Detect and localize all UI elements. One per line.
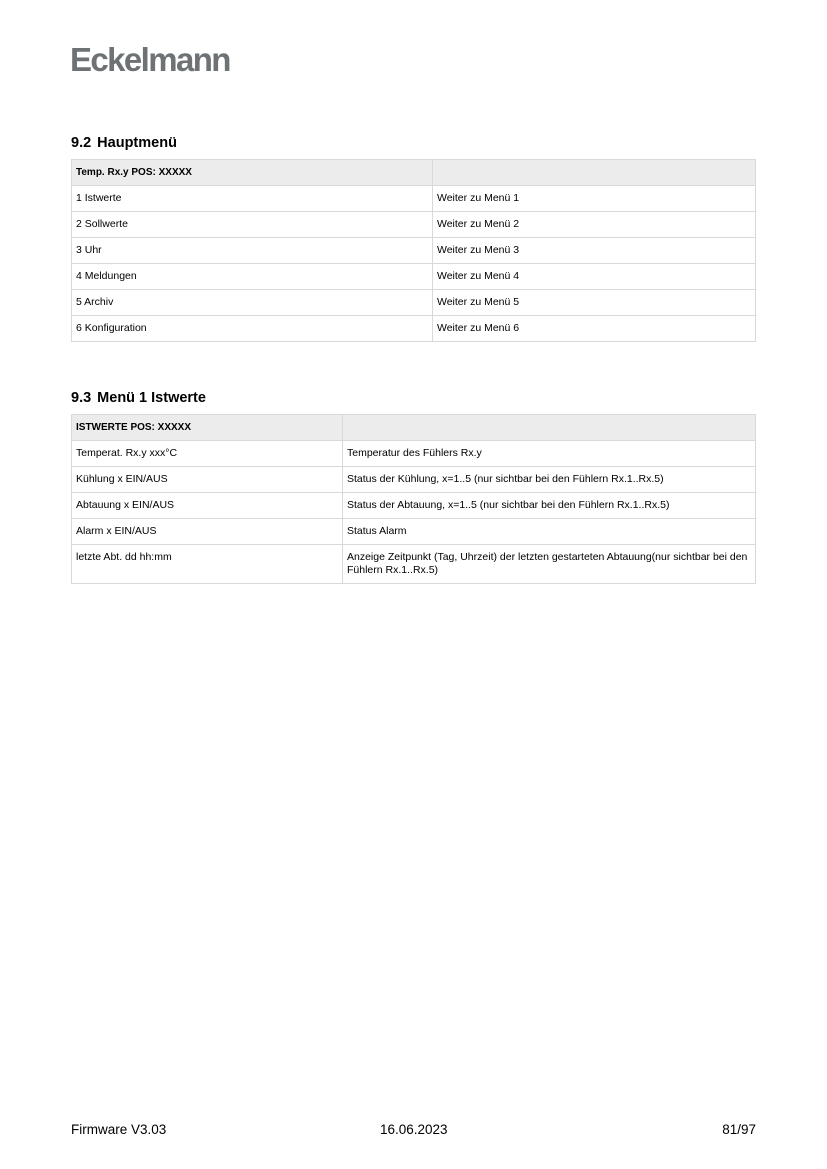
parameter-label: Abtauung x EIN/AUS <box>72 493 343 519</box>
section-title: Hauptmenü <box>97 135 177 151</box>
table-row <box>72 264 756 290</box>
menu-item-label: 1 Istwerte <box>72 186 433 212</box>
footer-date: 16.06.2023 <box>380 1122 448 1137</box>
section-heading-istwerte <box>71 389 206 407</box>
parameter-label: Temperat. Rx.y xxx°C <box>72 441 343 467</box>
menu-item-label: 2 Sollwerte <box>72 212 433 238</box>
section-number: 9.2 <box>71 135 92 151</box>
menu-item-label: 4 Meldungen <box>72 264 433 290</box>
menu-item-label: 5 Archiv <box>72 290 433 316</box>
parameter-description: Status der Kühlung, x=1..5 (nur sichtbar bei den Fühlern Rx.1..Rx.5) <box>343 467 756 493</box>
parameter-description: Status der Abtauung, x=1..5 (nur sichtbar bei den Fühlern Rx.1..Rx.5) <box>343 493 756 519</box>
table-row <box>72 238 756 264</box>
menu-item-description: Weiter zu Menü 3 <box>433 238 756 264</box>
menu-item-label: 3 Uhr <box>72 238 433 264</box>
menu-item-description: Weiter zu Menü 5 <box>433 290 756 316</box>
parameter-description: Anzeige Zeitpunkt (Tag, Uhrzeit) der letzten gestarteten Abtauung(nur sichtbar bei den Fühlern Rx.1..Rx.5) <box>343 545 756 584</box>
parameter-label: Kühlung x EIN/AUS <box>72 467 343 493</box>
table-row <box>72 493 756 519</box>
table-row <box>72 467 756 493</box>
footer-firmware-version: Firmware V3.03 <box>71 1122 167 1137</box>
section-number: 9.3 <box>71 390 92 406</box>
menu-item-description: Weiter zu Menü 4 <box>433 264 756 290</box>
table-header-row <box>72 160 756 186</box>
table-row <box>72 519 756 545</box>
section-title: Menü 1 Istwerte <box>97 390 206 406</box>
table-row <box>72 441 756 467</box>
parameter-label: Alarm x EIN/AUS <box>72 519 343 545</box>
table-row <box>72 186 756 212</box>
table-header-cell: Temp. Rx.y POS: XXXXX <box>72 160 433 186</box>
parameter-description: Temperatur des Fühlers Rx.y <box>343 441 756 467</box>
parameter-description: Status Alarm <box>343 519 756 545</box>
footer-page-number: 81/97 <box>722 1122 756 1137</box>
menu-item-description: Weiter zu Menü 1 <box>433 186 756 212</box>
table-row <box>72 290 756 316</box>
table-header-cell <box>343 415 756 441</box>
table-header-cell <box>433 160 756 186</box>
table-row <box>72 212 756 238</box>
istwerte-table <box>71 414 756 584</box>
parameter-label: letzte Abt. dd hh:mm <box>72 545 343 584</box>
section-heading-hauptmenu <box>71 134 177 152</box>
table-header-cell: ISTWERTE POS: XXXXX <box>72 415 343 441</box>
table-row <box>72 316 756 342</box>
menu-item-description: Weiter zu Menü 6 <box>433 316 756 342</box>
hauptmenu-table <box>71 159 756 342</box>
menu-item-description: Weiter zu Menü 2 <box>433 212 756 238</box>
table-header-row <box>72 415 756 441</box>
eckelmann-logo: Eckelmann <box>70 41 230 78</box>
menu-item-label: 6 Konfiguration <box>72 316 433 342</box>
table-row <box>72 545 756 584</box>
